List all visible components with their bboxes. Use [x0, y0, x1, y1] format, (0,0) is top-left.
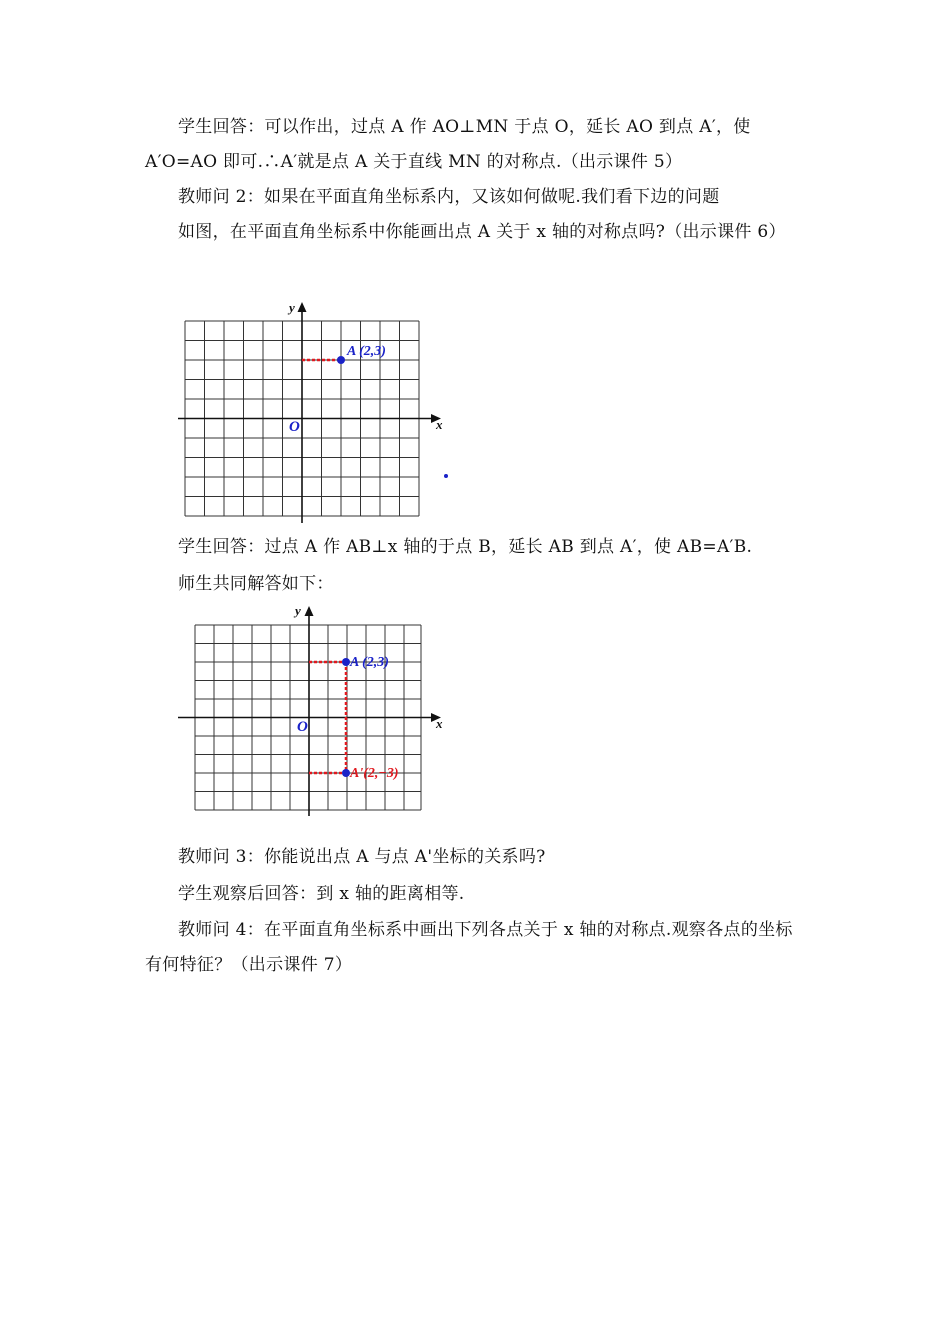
y-axis-arrow [305, 606, 314, 616]
y-axis-arrow [298, 302, 307, 312]
point-a [342, 658, 350, 666]
point-a-prime-label: A'(2,−3) [350, 766, 399, 781]
x-axis-label: x [436, 716, 443, 731]
stray-mark [444, 474, 448, 478]
point-a-label: A (2,3) [347, 344, 386, 359]
paragraph-student-answer-1: 学生回答：可以作出，过点 A 作 AO⊥MN 于点 O，延长 AO 到点 A′，使 A′O=AO 即可.∴A′就是点 A 关于直线 MN 的对称点.（出示课件 5） [145, 117, 751, 172]
y-axis-label: y [295, 603, 301, 618]
paragraph-figure-prompt: 如图，在平面直角坐标系中你能画出点 A 关于 x 轴的对称点吗?（出示课件 6） [178, 222, 786, 242]
point-a-prime [342, 769, 350, 777]
x-axis-label: x [436, 417, 443, 432]
paragraph-teacher-question-4: 教师问 4：在平面直角坐标系中画出下列各点关于 x 轴的对称点.观察各点的坐标有何特征？（出示课件 7） [145, 920, 793, 975]
y-axis-label: y [289, 300, 295, 315]
coordinate-figure-1 [176, 298, 452, 524]
paragraph-joint-solution: 师生共同解答如下： [178, 574, 334, 594]
paragraph-student-answer-2: 学生回答：过点 A 作 AB⊥x 轴的于点 B，延长 AB 到点 A′，使 AB=A′B. [178, 537, 753, 557]
point-a [337, 356, 345, 364]
paragraph-teacher-question-2: 教师问 2：如果在平面直角坐标系内，又该如何做呢.我们看下边的问题 [178, 187, 720, 207]
origin-label: O [297, 719, 308, 735]
axes [178, 302, 441, 523]
point-a-label: A (2,3) [350, 655, 389, 670]
paragraph-teacher-question-3: 教师问 3：你能说出点 A 与点 A'坐标的关系吗? [178, 847, 546, 867]
paragraph-student-observation: 学生观察后回答：到 x 轴的距离相等. [178, 884, 465, 904]
axes [178, 606, 441, 816]
origin-label: O [289, 419, 300, 435]
coordinate-figure-2 [176, 602, 452, 818]
